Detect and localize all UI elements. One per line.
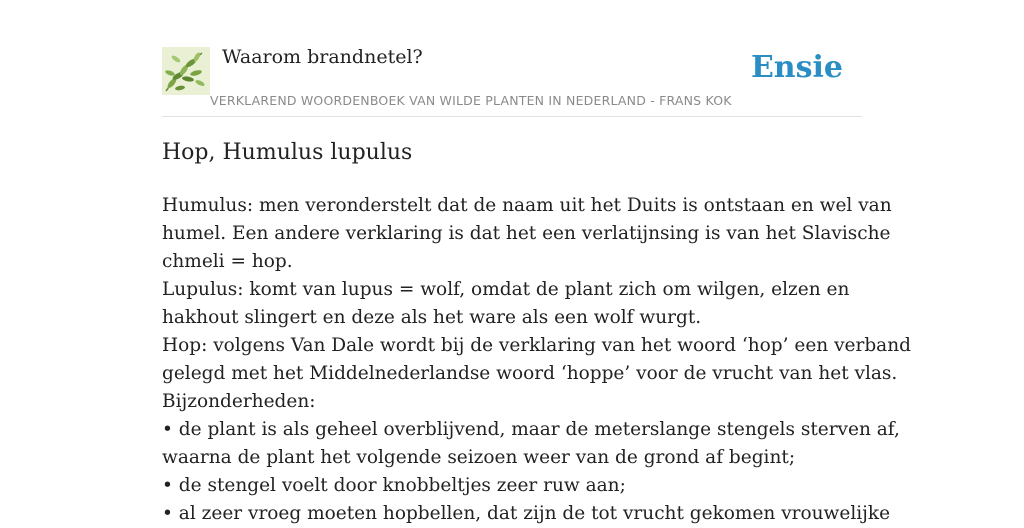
page-content	[162, 0, 911, 524]
body-line: • de stengel voelt door knobbeltjes zeer ruw aan;	[162, 475, 626, 496]
body-line: Hop: volgens Van Dale wordt bij de verklaring van het woord ‘hop’ een verband	[162, 335, 911, 356]
source-header	[162, 0, 862, 117]
body-line: hakhout slingert en deze als het ware als een wolf wurgt.	[162, 307, 702, 328]
body-line: Bijzonderheden:	[162, 391, 316, 412]
body-line: humel. Een andere verklaring is dat het een verlatijnsing is van het Slavische	[162, 223, 891, 244]
entry-title: Hop, Humulus lupulus	[162, 140, 413, 165]
source-subtitle[interactable]: VERKLAREND WOORDENBOEK VAN WILDE PLANTEN IN NEDERLAND - FRANS KOK	[210, 93, 732, 108]
brand-logo[interactable]: Ensie	[750, 50, 843, 85]
body-line: chmeli = hop.	[162, 251, 293, 272]
body-line: waarna de plant het volgende seizoen weer van de grond af begint;	[162, 447, 796, 468]
body-line: Lupulus: komt van lupus = wolf, omdat de plant zich om wilgen, elzen en	[162, 279, 850, 300]
body-line: • al zeer vroeg moeten hopbellen, dat zijn de tot vrucht gekomen vrouwelijke	[162, 503, 891, 524]
source-title[interactable]: Waarom brandnetel?	[222, 46, 423, 68]
entry-body	[162, 192, 911, 528]
fern-leaves-icon[interactable]	[162, 47, 210, 95]
body-line: gelegd met het Middelnederlandse woord ‘hoppe’ voor de vrucht van het vlas.	[162, 363, 898, 384]
body-line: • de plant is als geheel overblijvend, maar de meterslange stengels sterven af,	[162, 419, 900, 440]
body-line: Humulus: men veronderstelt dat de naam uit het Duits is ontstaan en wel van	[162, 195, 892, 216]
